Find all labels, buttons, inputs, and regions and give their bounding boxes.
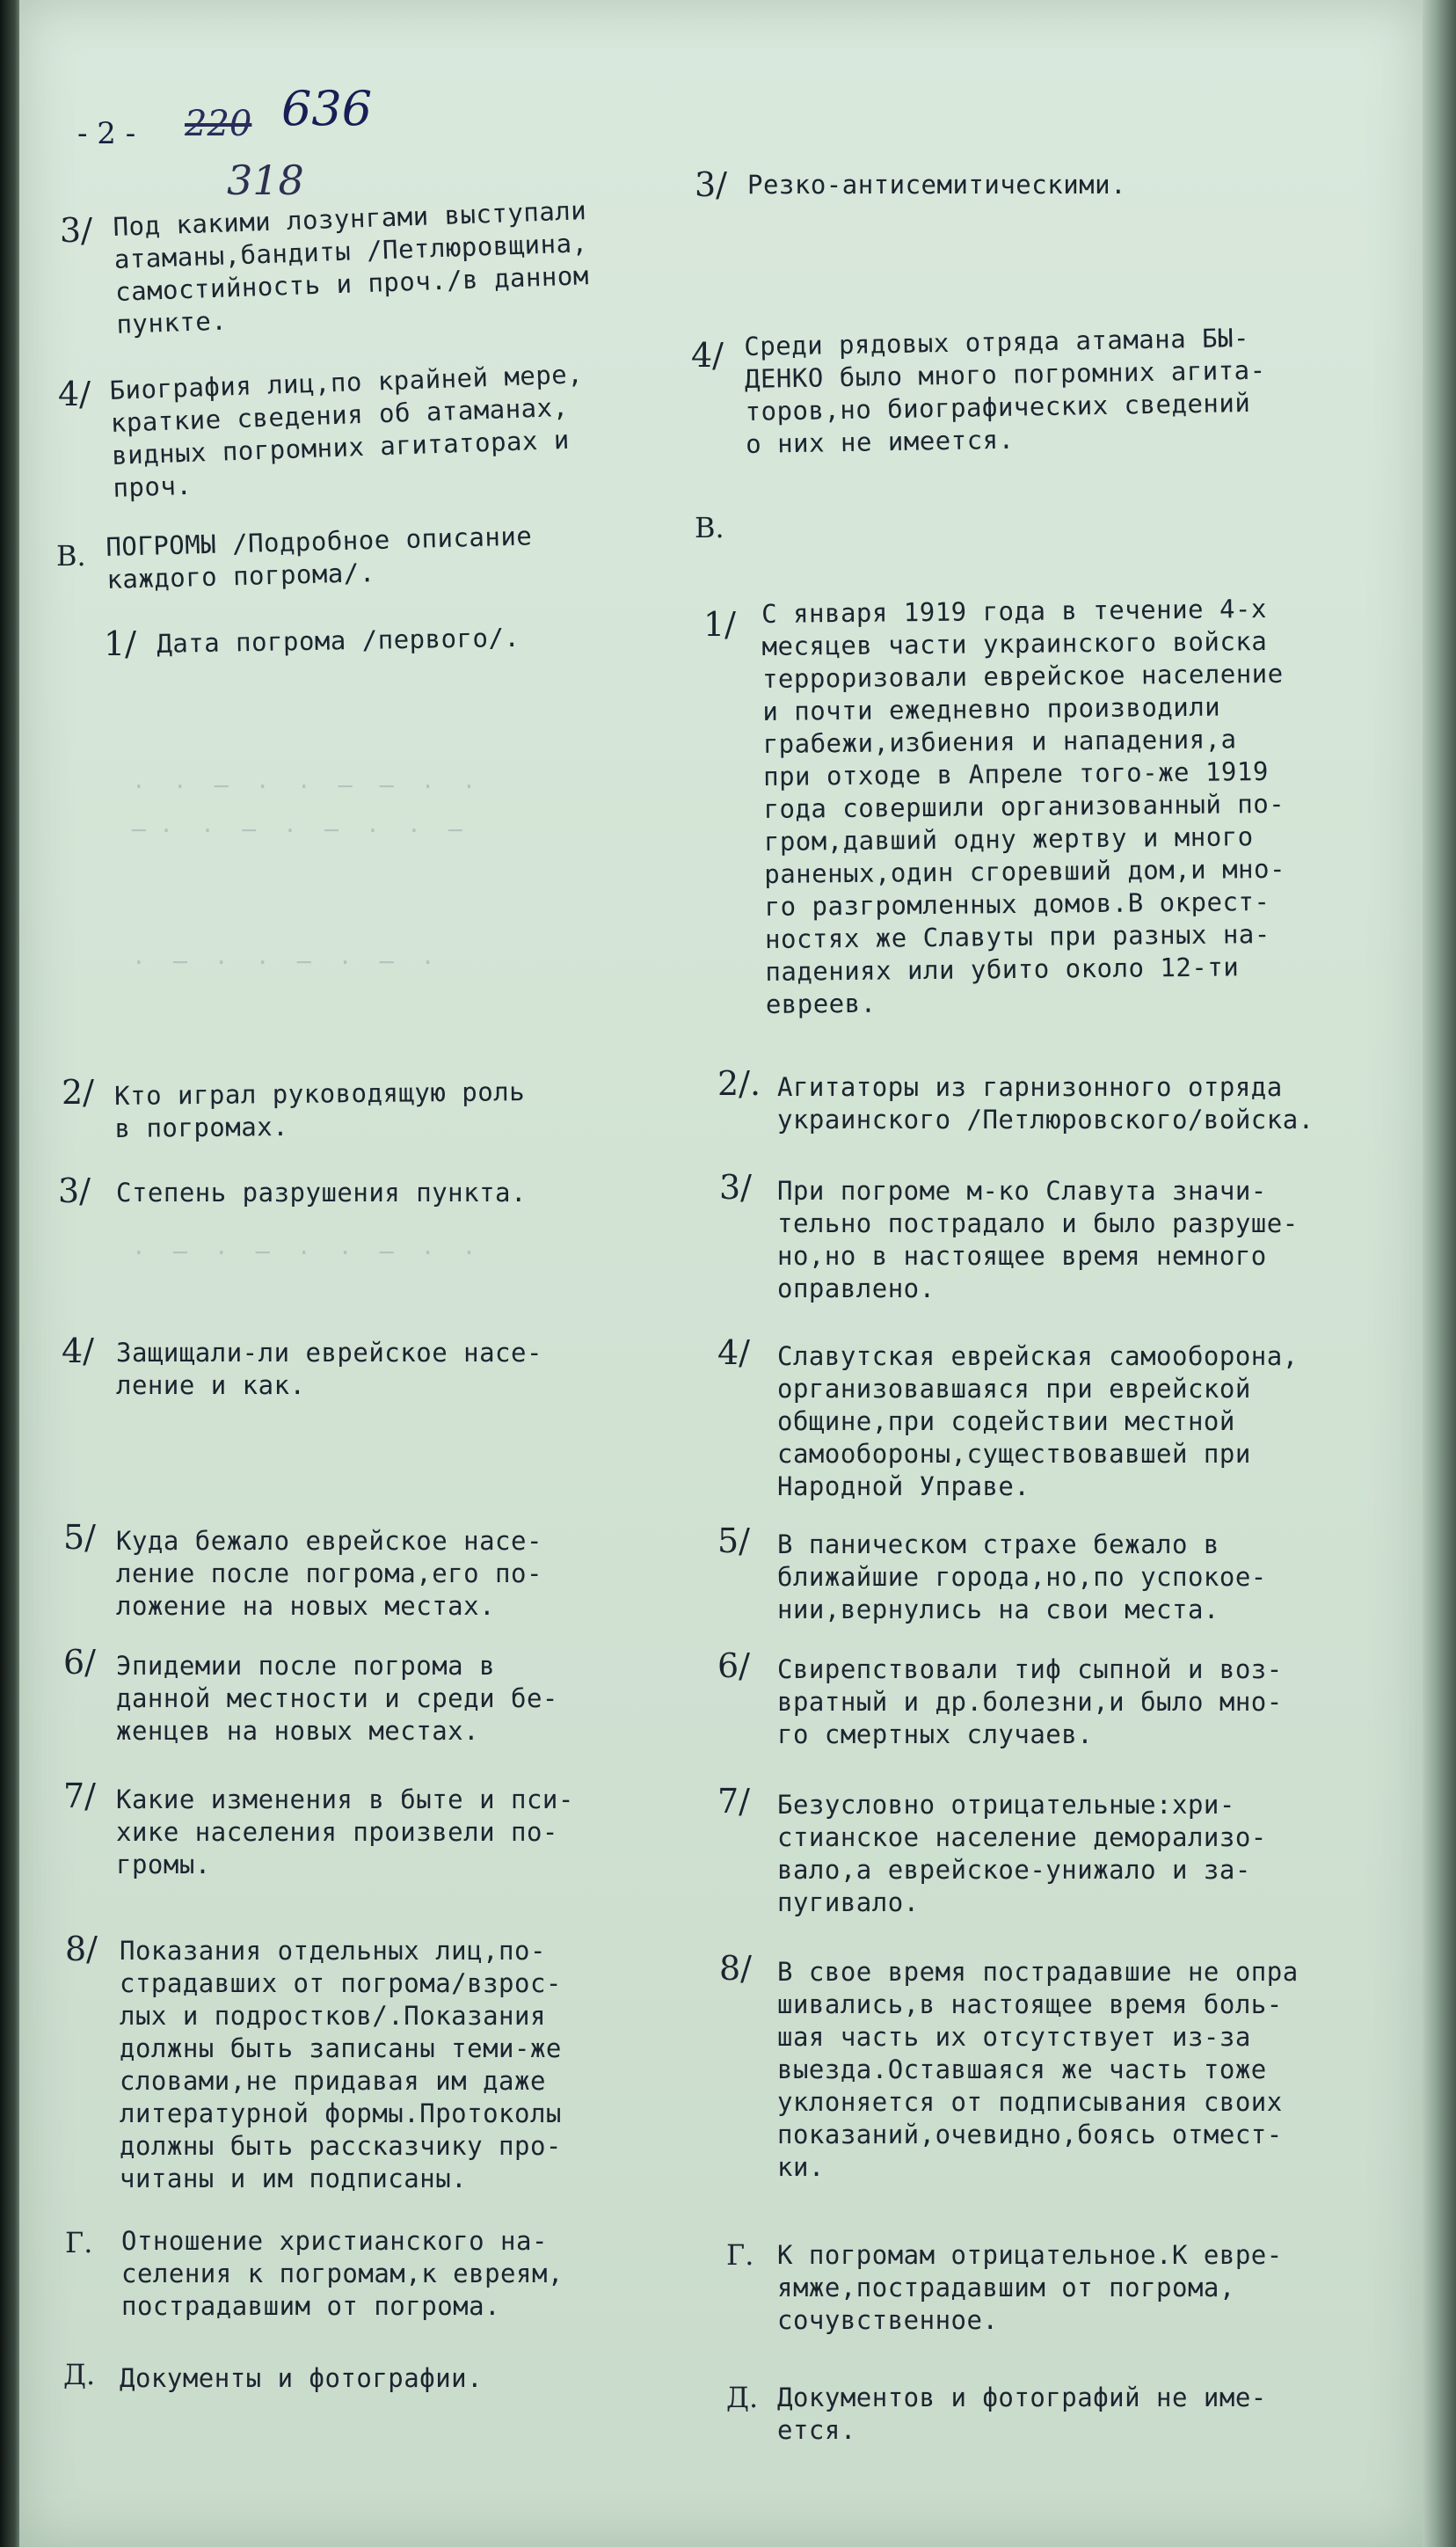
- left-p2-number: 2/: [62, 1073, 94, 1112]
- right-r1-number: 1/: [703, 605, 736, 644]
- pencil-page-number: 318: [227, 157, 304, 204]
- right-r3-number: 3/: [719, 1168, 752, 1207]
- text-line: о них не имеется.: [745, 424, 1015, 459]
- text-line: Среди рядовых отряда атамана БЫ-: [744, 322, 1250, 361]
- text-line: Куда бежало еврейское насе-: [116, 1526, 542, 1556]
- text-line: гром,давший одну жертву и много: [763, 821, 1254, 857]
- text-line: года совершили организованный по-: [763, 788, 1285, 824]
- right-section-v-letter: В.: [695, 511, 724, 544]
- right-section-d-letter: Д.: [726, 2381, 759, 2414]
- left-p6-text: [116, 1650, 558, 1748]
- right-section-g-letter: Г.: [726, 2238, 754, 2272]
- text-line: го разгромленных домов.В окрест-: [764, 886, 1270, 922]
- text-line: громы.: [116, 1850, 211, 1879]
- text-line: торов,но биографических сведений: [745, 387, 1251, 427]
- text-line: С января 1919 года в течение 4-х: [761, 593, 1268, 629]
- bleed-through: · · ─ · · ─ ─ · ·: [132, 774, 477, 800]
- text-line: при отходе в Апреле того-же 1919: [762, 755, 1269, 792]
- text-line: и почти ежедневно производили: [762, 691, 1221, 726]
- text-line: женцев на новых местах.: [116, 1716, 480, 1746]
- text-line: В свое время пострадавшие не опра: [777, 1957, 1299, 1987]
- left-p5-text: [116, 1525, 542, 1623]
- left-p3-number: 3/: [58, 1171, 91, 1210]
- right-r1-text: [761, 593, 1287, 1021]
- left-p2-text: [114, 1076, 526, 1145]
- right-section-d-text: [777, 2382, 1267, 2447]
- text-line: ближайшие города,но,по успокое-: [777, 1562, 1267, 1592]
- left-p8-text: [120, 1935, 562, 2195]
- left-section-g-letter: Г.: [65, 2226, 93, 2259]
- right-a4-number: 4/: [691, 336, 724, 375]
- left-p8-number: 8/: [65, 1930, 98, 1968]
- right-r7-text: [777, 1789, 1267, 1919]
- text-line: видных погромних агитаторах и: [111, 424, 571, 471]
- text-line: общине,при содействии местной: [777, 1406, 1235, 1436]
- left-section-v-text: [106, 520, 534, 596]
- text-line: пострадавшим от погрома.: [121, 2291, 501, 2321]
- text-line: падениях или убито около 12-ти: [765, 952, 1240, 987]
- text-line: вратный и др.болезни,и было мно-: [777, 1687, 1283, 1717]
- right-r8-number: 8/: [719, 1949, 752, 1988]
- left-p1-number: 1/: [104, 624, 136, 663]
- text-line: Агитаторы из гарнизонного отряда: [777, 1072, 1283, 1102]
- right-a3-number: 3/: [695, 165, 727, 204]
- text-line: грабежи,избиения и нападения,а: [762, 724, 1237, 759]
- page-number: - 2 -: [77, 116, 136, 151]
- right-r6-text: [777, 1653, 1283, 1751]
- text-line: читаны и им подписаны.: [120, 2164, 468, 2193]
- text-line: шая часть их отсутствует из-за: [777, 2022, 1251, 2052]
- text-line: пункте.: [115, 305, 228, 339]
- text-line: хике населения произвели по-: [116, 1817, 558, 1847]
- text-line: Защищали-ли еврейское насе-: [116, 1338, 542, 1368]
- ink-page-number: 636: [281, 81, 373, 136]
- right-r4-number: 4/: [717, 1333, 750, 1372]
- text-line: ДЕНКО было много погромних агита-: [744, 354, 1266, 394]
- text-line: но,но в настоящее время немного: [777, 1241, 1267, 1271]
- left-p4-text: [116, 1337, 542, 1402]
- right-a4-text: [744, 322, 1267, 461]
- right-r4-text: [777, 1340, 1299, 1503]
- text-line: показаний,очевидно,боясь отмест-: [777, 2120, 1283, 2149]
- text-line: украинского /Петлюровского/войска.: [777, 1105, 1314, 1135]
- text-line: должны быть записаны теми-же: [120, 2033, 562, 2063]
- right-section-g-text: [777, 2239, 1283, 2337]
- text-line: Какие изменения в быте и пси-: [116, 1784, 574, 1814]
- text-line: Кто играл руководящую роль: [114, 1076, 526, 1111]
- text-line: Показания отдельных лиц,по-: [120, 1936, 546, 1966]
- text-line: выезда.Оставшаяся же часть тоже: [777, 2054, 1267, 2084]
- text-line: словами,не придавая им даже: [120, 2066, 546, 2096]
- text-line: селения к погромам,к евреям,: [121, 2259, 564, 2288]
- left-section-d-text: [120, 2362, 483, 2395]
- text-line: Степень разрушения пункта.: [116, 1178, 527, 1208]
- left-p1-text: [157, 622, 521, 660]
- left-section-g-text: [121, 2225, 564, 2323]
- left-p4-number: 4/: [62, 1332, 94, 1370]
- text-line: лых и подростков/.Показания: [120, 2001, 546, 2031]
- bleed-through: ─ · · ─ · ─ · · ─: [132, 818, 462, 844]
- crossed-page-number: 220: [185, 104, 252, 144]
- text-line: нии,вернулись на свои места.: [777, 1595, 1219, 1624]
- text-line: Биография лиц,по крайней мере,: [109, 359, 584, 405]
- left-q4-number: 4/: [58, 375, 91, 413]
- left-q3-number: 3/: [60, 211, 92, 250]
- text-line: Под какими лозунгами выступали: [113, 195, 587, 242]
- text-line: Отношение христианского на-: [121, 2226, 548, 2256]
- bleed-through: · ─ · ─ · · ─ · ·: [132, 1240, 477, 1266]
- text-line: проч.: [112, 470, 193, 503]
- text-line: ложение на новых местах.: [116, 1591, 496, 1621]
- text-line: ямже,пострадавшим от погрома,: [777, 2273, 1235, 2303]
- right-r2-number: 2/.: [717, 1064, 761, 1103]
- left-section-d-letter: Д.: [63, 2358, 96, 2391]
- text-line: Документы и фотографии.: [120, 2363, 484, 2393]
- text-line: каждого погрома/.: [106, 557, 376, 595]
- text-line: ки.: [777, 2152, 825, 2182]
- text-line: самообороны,существовавшей при: [777, 1439, 1251, 1469]
- right-r5-number: 5/: [717, 1522, 750, 1560]
- text-line: атаманы,бандиты /Петлюровщина,: [113, 228, 588, 274]
- text-line: В паническом страхе бежало в: [777, 1529, 1219, 1559]
- left-section-v-letter: В.: [56, 539, 86, 573]
- text-line: в погромах.: [114, 1111, 289, 1143]
- text-line: должны быть рассказчику про-: [120, 2131, 562, 2161]
- left-p6-number: 6/: [63, 1643, 96, 1682]
- text-line: страдавших от погрома/взрос-: [120, 1968, 562, 1998]
- text-line: тельно пострадало и было разруше-: [777, 1208, 1299, 1238]
- text-line: ление и как.: [116, 1370, 306, 1400]
- text-line: шивались,в настоящее время боль-: [777, 1989, 1283, 2019]
- text-line: самостийность и проч./в данном: [114, 260, 590, 307]
- text-line: евреев.: [765, 988, 877, 1019]
- left-q3-text: [113, 194, 591, 341]
- text-line: пугивало.: [777, 1887, 920, 1917]
- text-line: краткие сведения об атаманах,: [110, 391, 570, 438]
- text-line: Безусловно отрицательные:хри-: [777, 1790, 1235, 1820]
- left-q4-text: [109, 358, 587, 505]
- text-line: ностях же Славуты при разных на-: [764, 918, 1270, 954]
- text-line: Документов и фотографий не име-: [777, 2383, 1267, 2412]
- text-line: ление после погрома,его по-: [116, 1558, 542, 1588]
- text-line: ПОГРОМЫ /Подробное описание: [106, 521, 533, 562]
- text-line: К погромам отрицательное.К евре-: [777, 2240, 1283, 2270]
- text-line: Эпидемии после погрома в: [116, 1651, 496, 1681]
- text-line: данной местности и среди бе-: [116, 1683, 558, 1713]
- text-line: ется.: [777, 2415, 856, 2445]
- text-line: сочувственное.: [777, 2305, 999, 2335]
- text-line: вало,а еврейское-унижало и за-: [777, 1855, 1251, 1885]
- bleed-through: · ─ · · ─ · ─ ·: [132, 950, 435, 976]
- right-r7-number: 7/: [717, 1782, 750, 1821]
- text-line: Славутская еврейская самооборона,: [777, 1341, 1299, 1371]
- right-r6-number: 6/: [717, 1646, 750, 1685]
- text-line: Дата погрома /первого/.: [157, 622, 521, 659]
- text-line: го смертных случаев.: [777, 1719, 1094, 1749]
- right-r2-text: [777, 1071, 1314, 1136]
- text-line: уклоняется от подписывания своих: [777, 2087, 1283, 2117]
- text-line: литературной формы.Протоколы: [120, 2098, 562, 2128]
- text-line: Народной Управе.: [777, 1471, 1030, 1501]
- right-r3-text: [777, 1175, 1299, 1305]
- text-line: раненых,один сгоревший дом,и мно-: [764, 853, 1286, 889]
- left-p3-text: [116, 1177, 527, 1209]
- text-line: стианское население деморализо-: [777, 1822, 1267, 1852]
- left-p7-text: [116, 1784, 574, 1881]
- scan-right-edge: [1423, 0, 1456, 2547]
- text-line: организовавшаяся при еврейской: [777, 1374, 1251, 1404]
- text-line: Свирепствовали тиф сыпной и воз-: [777, 1654, 1283, 1684]
- text-line: Резко-антисемитическими.: [747, 170, 1127, 200]
- text-line: месяцев части украинского войска: [761, 625, 1268, 661]
- left-p7-number: 7/: [63, 1777, 96, 1815]
- left-p5-number: 5/: [63, 1518, 96, 1557]
- text-line: При погроме м-ко Славута значи-: [777, 1176, 1267, 1206]
- right-r5-text: [777, 1529, 1267, 1626]
- text-line: терроризовали еврейское население: [761, 658, 1284, 694]
- right-r8-text: [777, 1956, 1299, 2184]
- right-a3-text: [747, 169, 1126, 201]
- text-line: оправлено.: [777, 1274, 935, 1303]
